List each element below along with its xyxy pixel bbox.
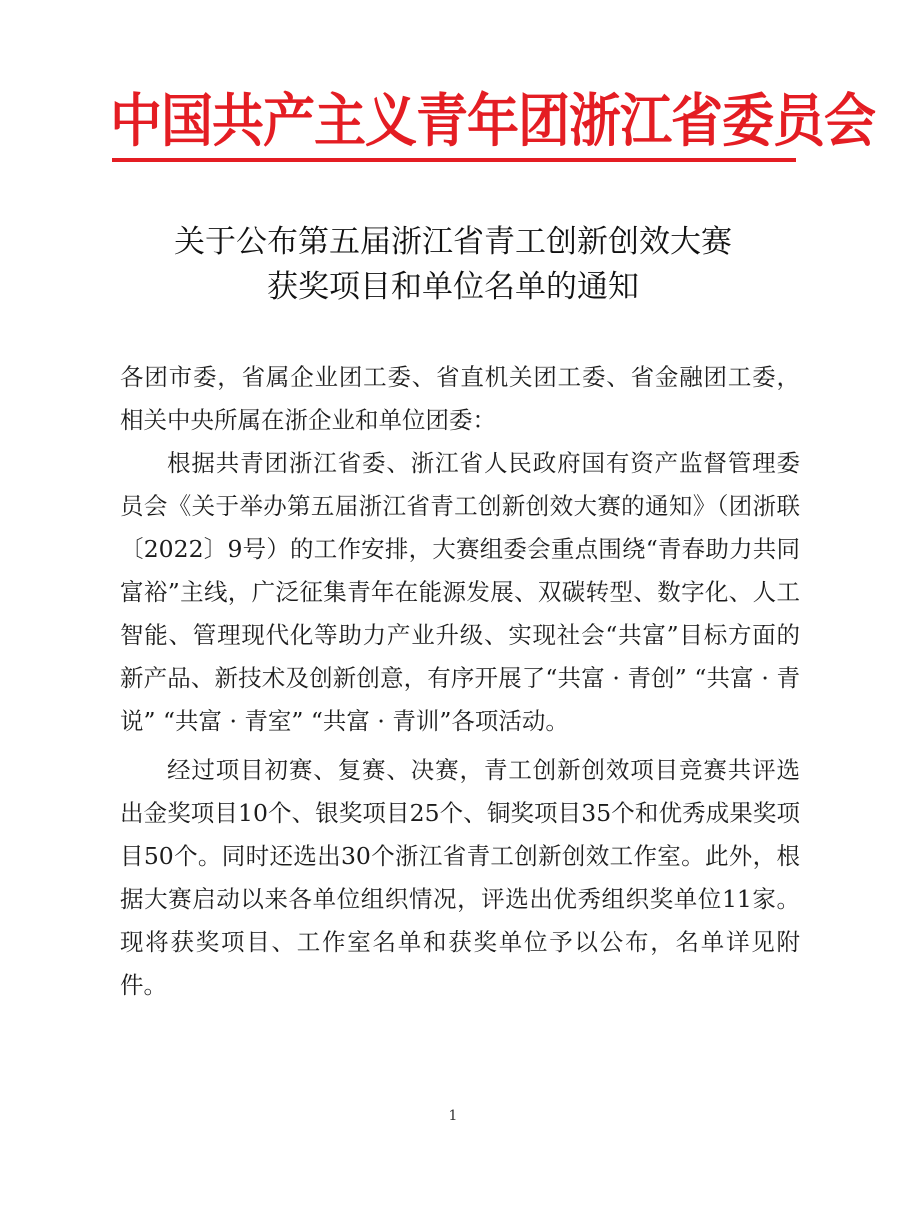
organization-header: 中国共产主义青年团浙江省委员会 [110,89,876,155]
paragraph-1: 根据共青团浙江省委、浙江省人民政府国有资产监督管理委员会《关于举办第五届浙江省青工创新创效大赛的通知》（团浙联〔2022〕9号）的工作安排，大赛组委会重点围绕“青春助力共同富裕”主线，广泛征集青年在能源发展、双碳转型、数字化、人工智能、管理现代化等助力产业升级、实现社会“共富”目标方面的新产品、新技术及创新创意，有序开展了“共富 · 青创” “共富 · 青说” “共富 · 青室” “共富 · 青训”各项活动。 [120,449,800,735]
document-title-line-2: 获奖项目和单位名单的通知 [267,269,639,305]
page-number: 1 [448,1108,458,1124]
salutation: 各团市委，省属企业团工委、省直机关团工委、省金融团工委，相关中央所属在浙企业和单位团委： [120,363,800,434]
paragraph-2: 经过项目初赛、复赛、决赛，青工创新创效项目竞赛共评选出金奖项目10个、银奖项目25个、铜奖项目35个和优秀成果奖项目50个。同时还选出30个浙江省青工创新创效工作室。此外，根据大赛启动以来各单位组织情况，评选出优秀组织奖单位11家。现将获奖项目、工作室名单和获奖单位予以公布，名单详见附件。 [120,756,800,999]
header-red-rule [112,158,796,162]
document-title [60,220,846,310]
document-title-line-1: 关于公布第五届浙江省青工创新创效大赛 [174,224,732,260]
document-body [120,356,800,1007]
